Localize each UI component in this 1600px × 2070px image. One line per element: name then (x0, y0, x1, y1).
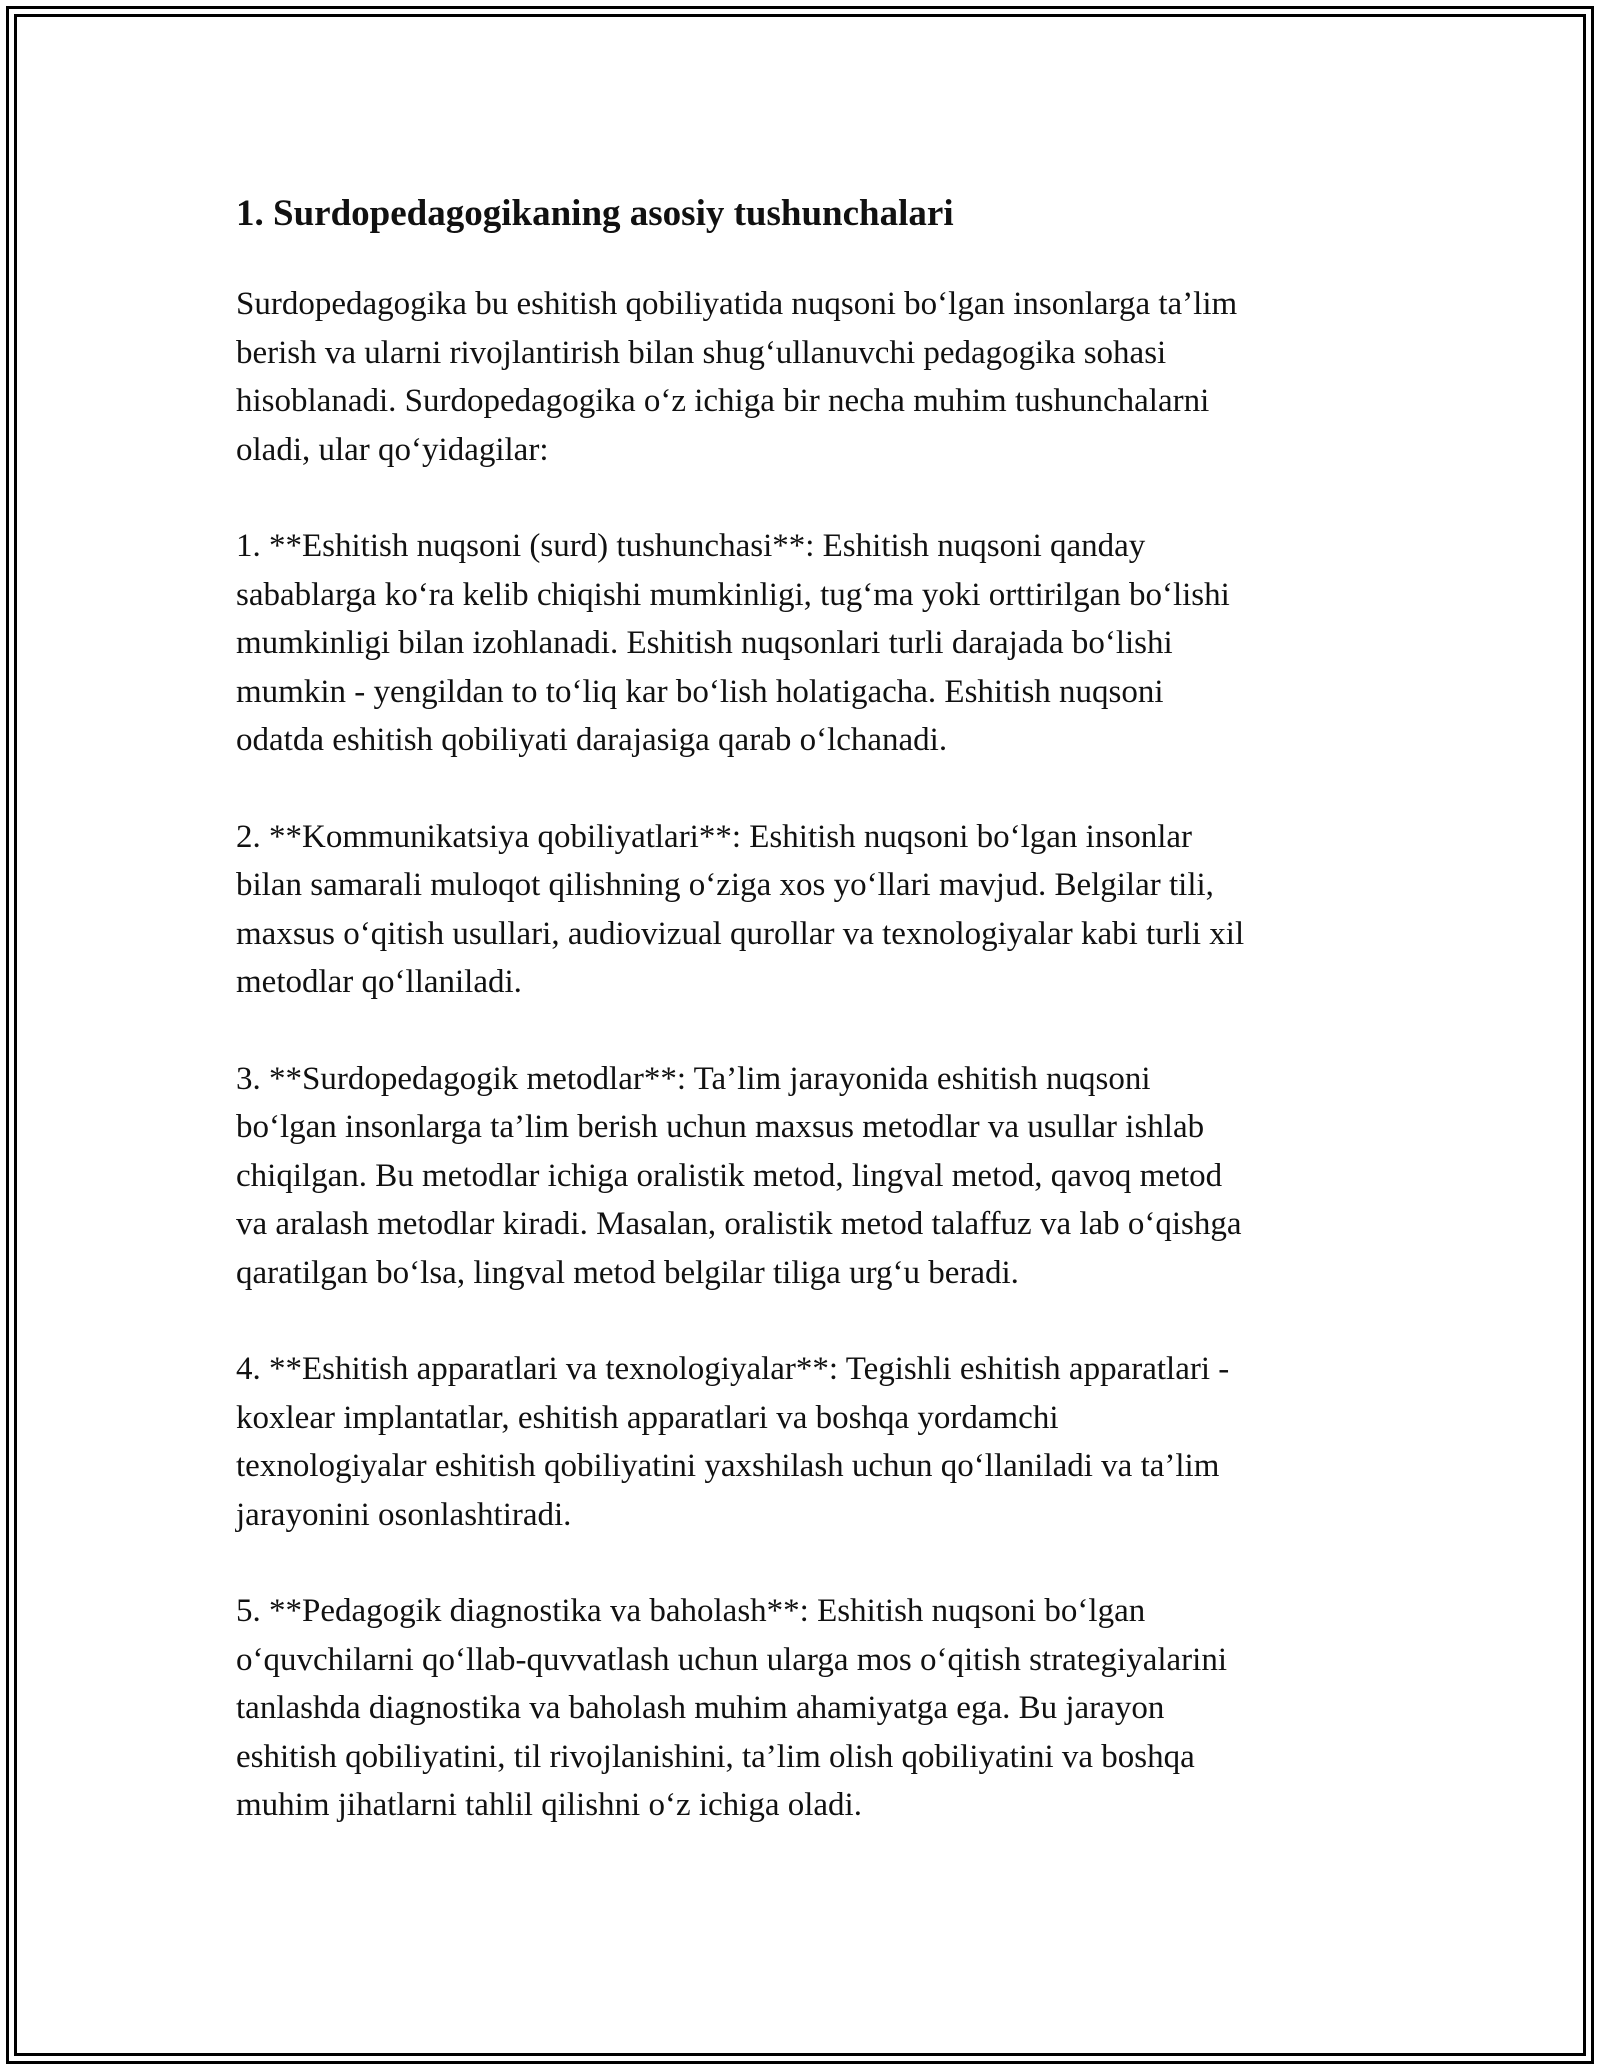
list-item-hearing-devices: 4. **Eshitish apparatlari va texnologiyalar**: Tegishli eshitish apparatlari - koxlear implantatlar, eshitish apparatlari va boshqa yordamchi texnologiyalar eshitish qobiliyatini yaxshilash uchun qo‘llaniladi va ta’lim jarayonini osonlashtiradi. (236, 1351, 1230, 1533)
list-item-diagnostics: 5. **Pedagogik diagnostika va baholash**: Eshitish nuqsoni bo‘lgan o‘quvchilarni qo‘llab-quvvatlash uchun ularga mos o‘qitish strategiyalarini tanlashda diagnostika va baholash muhim ahamiyatga ega. Bu jarayon eshitish qobiliyatini, til rivojlanishini, ta’lim olish qobiliyatini va boshqa muhim jihatlarni tahlil qilishni o‘z ichiga oladi. (236, 1593, 1227, 1823)
document-body (236, 186, 1366, 1878)
intro-paragraph: Surdopedagogika bu eshitish qobiliyatida nuqsoni bo‘lgan insonlarga ta’lim berish va ularni rivojlantirish bilan shug‘ullanuvchi pedagogika sohasi hisoblanadi. Surdopedagogika o‘z ichiga bir necha muhim tushunchalarni oladi, ular qo‘yidagilar: (236, 286, 1238, 468)
list-item-communication-skills: 2. **Kommunikatsiya qobiliyatlari**: Eshitish nuqsoni bo‘lgan insonlar bilan samarali muloqot qilishning o‘ziga xos yo‘llari mavjud. Belgilar tili, maxsus o‘qitish usullari, audiovizual qurollar va texnologiyalar kabi turli xil metodlar qo‘llaniladi. (236, 818, 1245, 1000)
list-item-methods: 3. **Surdopedagogik metodlar**: Ta’lim jarayonida eshitish nuqsoni bo‘lgan insonlarga ta’lim berish uchun maxsus metodlar va usullar ishlab chiqilgan. Bu metodlar ichiga oralistik metod, lingval metod, qavoq metod va aralash metodlar kiradi. Masalan, oralistik metod talaffuz va lab o‘qishga qaratilgan bo‘lsa, lingval metod belgilar tiliga urg‘u beradi. (236, 1060, 1242, 1291)
list-item-hearing-impairment: 1. **Eshitish nuqsoni (surd) tushunchasi**: Eshitish nuqsoni qanday sabablarga ko‘ra kelib chiqishi mumkinligi, tug‘ma yoki orttirilgan bo‘lishi mumkinligi bilan izohlanadi. Eshitish nuqsonlari turli darajada bo‘lishi mumkin - yengildan to to‘liq kar bo‘lish holatigacha. Eshitish nuqsoni odatda eshitish qobiliyati darajasiga qarab o‘lchanadi. (236, 528, 1230, 758)
section-heading: 1. Surdopedagogikaning asosiy tushunchalari (236, 193, 954, 234)
